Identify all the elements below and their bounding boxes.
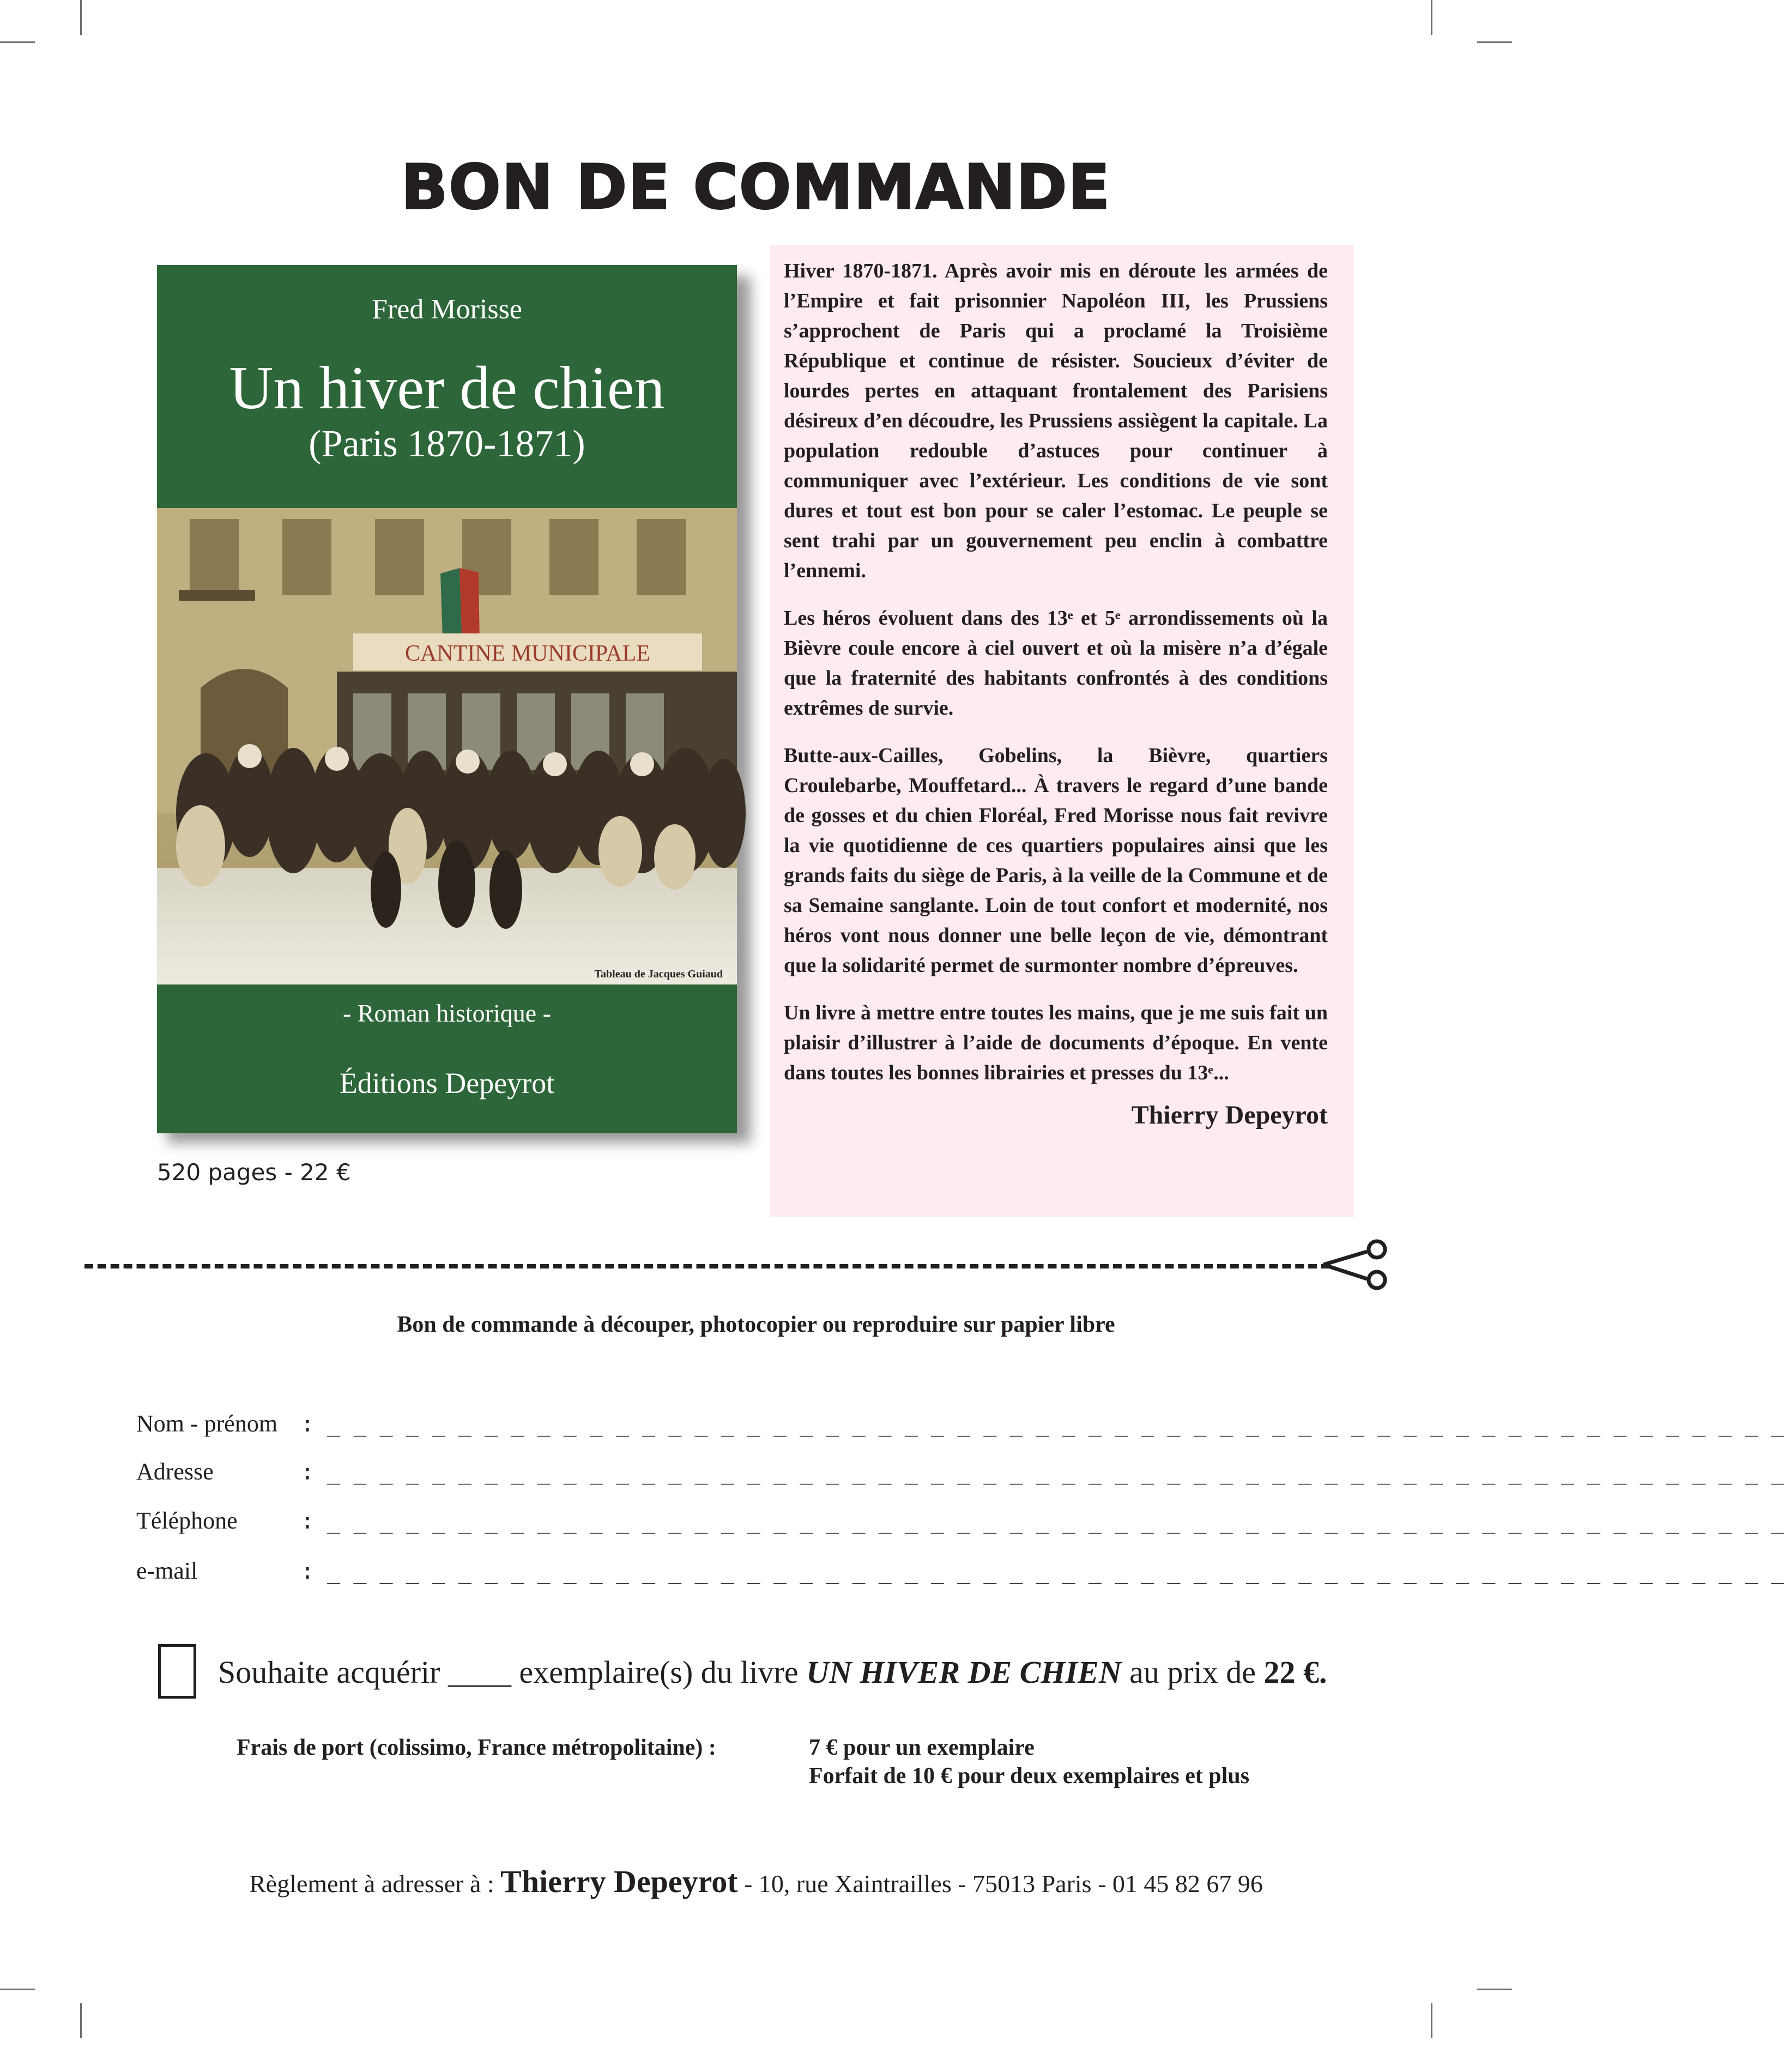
painting-caption: Tableau de Jacques Guiaud (594, 968, 723, 980)
cover-author: Fred Morisse (372, 294, 522, 325)
synopsis-paragraph: Butte-aux-Cailles, Gobelins, la Bièvre, quartiers Croulebarbe, Mouffetard... À travers le regard d’une bande de gosses et du chien Floréal, Fred Morisse nous fait revivre la vie quotidienne de ces quartiers populaires ainsi que les grands faits du siège de Paris, à la veille de la Commune et de sa Semaine sanglante. Loin de tout confort et modernité, nos héros vont nous donner une belle leçon de vie, démontrant que la solidarité permet de surmonter nombre d’épreuves. (784, 744, 1328, 977)
phone-field[interactable]: : _ _ _ _ _ _ _ _ _ _ _ _ _ _ _ _ _ _ _ _ _ _ _ _ _ _ _ _ _ _ _ _ _ _ _ _ _ _ _ _ _ _ _ _ _ _ _ _ _ _ _ _ _ _ _ _ (301, 1509, 1784, 1534)
cut-instruction: Bon de commande à découper, photocopier ou reproduire sur papier libre (397, 1312, 1115, 1337)
cover-painting (157, 508, 737, 984)
book-cover (157, 265, 737, 1133)
synopsis-signature: Thierry Depeyrot (1131, 1101, 1328, 1129)
page-title: BON DE COMMANDE (401, 152, 1111, 223)
synopsis-paragraph: Hiver 1870-1871. Après avoir mis en déroute les armées de l’Empire et fait prisonnier Napoléon III, les Prussiens s’approchent de Paris qui a proclamé la Troisième République et continue de résister. Soucieux d’éviter de lourdes pertes en attaquant frontalement des Parisiens désireux d’en découdre, les Prussiens assiègent la capitale. La population redouble d’astuces pour continuer à communiquer avec l’extérieur. Les conditions de vie sont dures et tout est bon pour se caler l’estomac. Le peuple se sent trahi par un gouvernement peu enclin à combattre l’ennemi. (784, 259, 1328, 582)
order-book-title: UN HIVER DE CHIEN (806, 1654, 1122, 1690)
payment-info (0, 1863, 1512, 1900)
payment-name: Thierry Depeyrot (500, 1864, 738, 1899)
crop-mark (1477, 1989, 1512, 1990)
cover-subtitle: (Paris 1870-1871) (309, 423, 585, 465)
form-label-email: e-mail (136, 1557, 198, 1584)
address-field[interactable]: : _ _ _ _ _ _ _ _ _ _ _ _ _ _ _ _ _ _ _ _ _ _ _ _ _ _ _ _ _ _ _ _ _ _ _ _ _ _ _ _ _ _ _ _ _ _ _ _ _ _ _ _ _ _ _ _ (301, 1460, 1784, 1485)
cover-publisher: Éditions Depeyrot (339, 1067, 555, 1100)
form-label-phone: Téléphone (136, 1507, 238, 1534)
crop-mark (0, 41, 35, 43)
scissors-icon (1323, 1241, 1394, 1290)
order-text: au prix de (1121, 1654, 1264, 1690)
form-label-address: Adresse (136, 1458, 214, 1485)
email-field[interactable]: : _ _ _ _ _ _ _ _ _ _ _ _ _ _ _ _ _ _ _ _ _ _ _ _ _ _ _ _ _ _ _ _ _ _ _ _ _ _ _ _ _ _ _ _ _ _ _ _ _ _ _ _ _ _ _ _ (301, 1559, 1784, 1584)
synopsis-paragraph: Les héros évoluent dans des 13ᵉ et 5ᵉ arrondissements où la Bièvre coule encore à ciel ouvert et où la misère n’a d’égale que la fraternité des habitants confrontés à des conditions extrêmes de survie. (784, 607, 1328, 720)
shipping-one: 7 € pour un exemplaire (809, 1735, 1035, 1760)
cover-title: Un hiver de chien (229, 354, 665, 422)
crop-mark (80, 0, 82, 35)
crop-mark (1431, 0, 1432, 35)
order-checkbox[interactable] (158, 1644, 196, 1699)
crop-mark (1477, 41, 1512, 43)
cover-genre: - Roman historique - (343, 999, 551, 1027)
crop-mark (0, 1989, 35, 1990)
synopsis-box (770, 245, 1354, 1217)
payment-address: - 10, rue Xaintrailles - 75013 Paris - 01 45 82 67 96 (737, 1870, 1263, 1898)
name-field[interactable]: : _ _ _ _ _ _ _ _ _ _ _ _ _ _ _ _ _ _ _ _ _ _ _ _ _ _ _ _ _ _ _ _ _ _ _ _ _ _ _ _ _ _ _ _ _ _ _ _ _ _ _ _ _ _ _ _ (301, 1412, 1784, 1437)
form-label-name: Nom - prénom (136, 1410, 278, 1437)
crop-mark (1431, 2003, 1432, 2038)
crop-mark (80, 2003, 82, 2038)
cut-line (84, 1264, 1330, 1268)
order-line (218, 1654, 1327, 1690)
banner-text: CANTINE MUNICIPALE (405, 641, 650, 666)
pages-price: 520 pages - 22 € (157, 1159, 351, 1186)
payment-prefix: Règlement à adresser à : (249, 1870, 501, 1898)
order-price: 22 €. (1263, 1654, 1327, 1690)
shipping-more: Forfait de 10 € pour deux exemplaires et plus (809, 1763, 1250, 1789)
order-text: Souhaite acquérir ____ exemplaire(s) du livre (218, 1654, 807, 1690)
synopsis-paragraph: Un livre à mettre entre toutes les mains, que je me suis fait un plaisir d’illustrer à l’aide de documents d’époque. En vente dans toutes les bonnes librairies et presses du 13ᵉ... (784, 1001, 1328, 1084)
shipping-label: Frais de port (colissimo, France métropolitaine) : (237, 1735, 716, 1760)
